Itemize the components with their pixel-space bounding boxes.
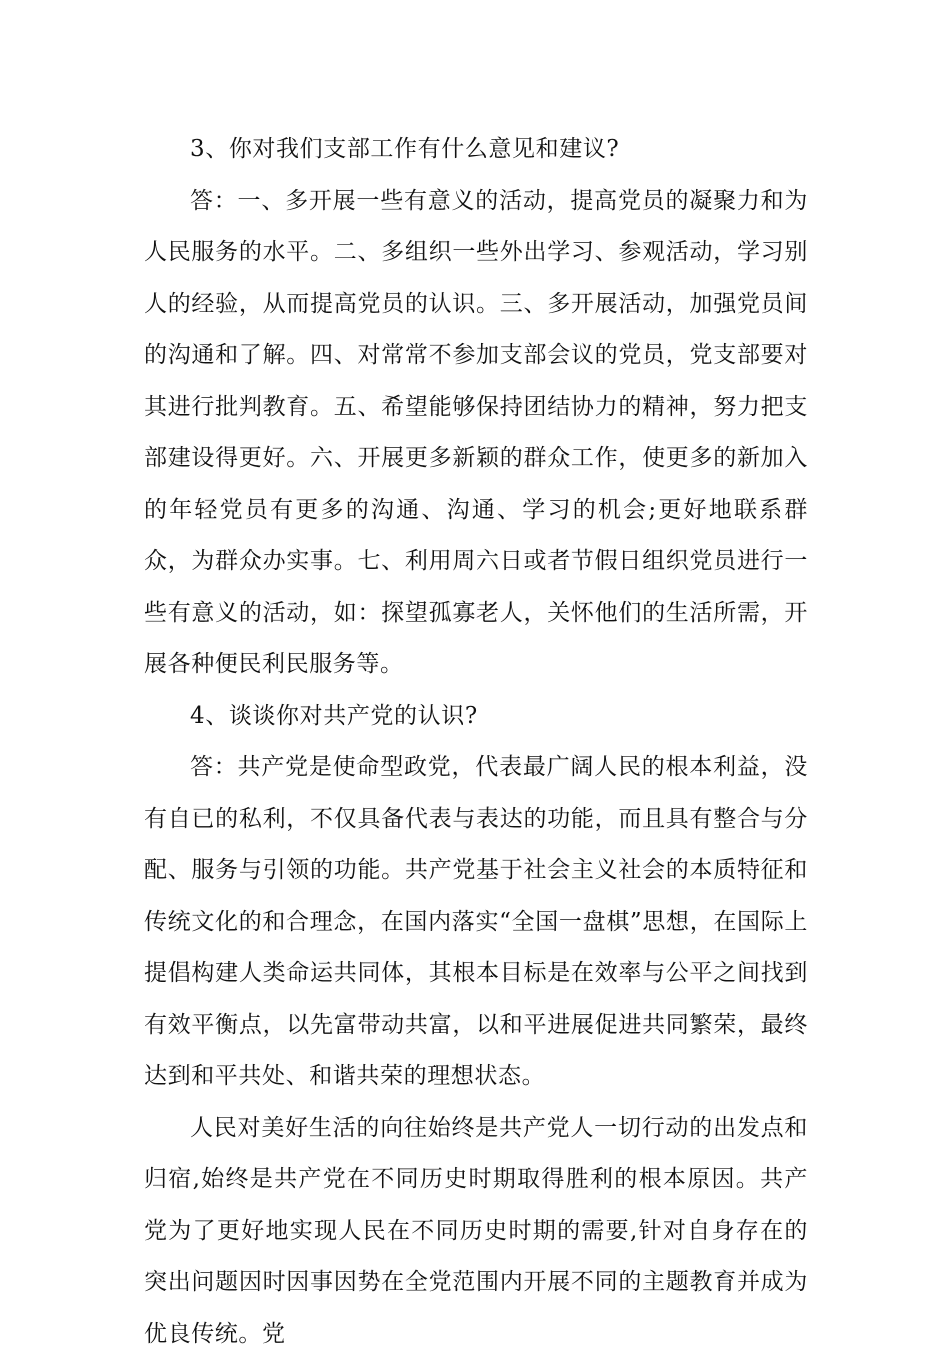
answer-4: 答：共产党是使命型政党，代表最广阔人民的根本利益，没有自已的私利，不仅具备代表与表达的功能，而且具有整合与分配、服务与引领的功能。共产党基于社会主义社会的本质特征和传统文化的和合理念，在国内落实“全国一盘棋”思想，在国际上提倡构建人类命运共同体，其根本目标是在效率与公平之间找到有效平衡点，以先富带动共富，以和平进展促进共同繁荣，最终达到和平共处、和谐共荣的理想状态。 [144, 742, 808, 1103]
question-3: 3、你对我们支部工作有什么意见和建议? [144, 124, 808, 176]
question-4: 4、谈谈你对共产党的认识? [144, 691, 808, 743]
document-body [144, 124, 808, 1360]
body-paragraph: 人民对美好生活的向往始终是共产党人一切行动的出发点和归宿,始终是共产党在不同历史时期取得胜利的根本原因。共产党为了更好地实现人民在不同历史时期的需要,针对自身存在的突出问题因时因事因势在全党范围内开展不同的主题教育并成为优良传统。党 [144, 1103, 808, 1360]
answer-3: 答：一、多开展一些有意义的活动，提高党员的凝聚力和为人民服务的水平。二、多组织一些外出学习、参观活动，学习别人的经验，从而提高党员的认识。三、多开展活动，加强党员间的沟通和了解。四、对常常不参加支部会议的党员，党支部要对其进行批判教育。五、希望能够保持团结协力的精神，努力把支部建设得更好。六、开展更多新颖的群众工作，使更多的新加入的年轻党员有更多的沟通、沟通、学习的机会;更好地联系群众，为群众办实事。七、利用周六日或者节假日组织党员进行一些有意义的活动，如：探望孤寡老人，关怀他们的生活所需，开展各种便民利民服务等。 [144, 176, 808, 691]
